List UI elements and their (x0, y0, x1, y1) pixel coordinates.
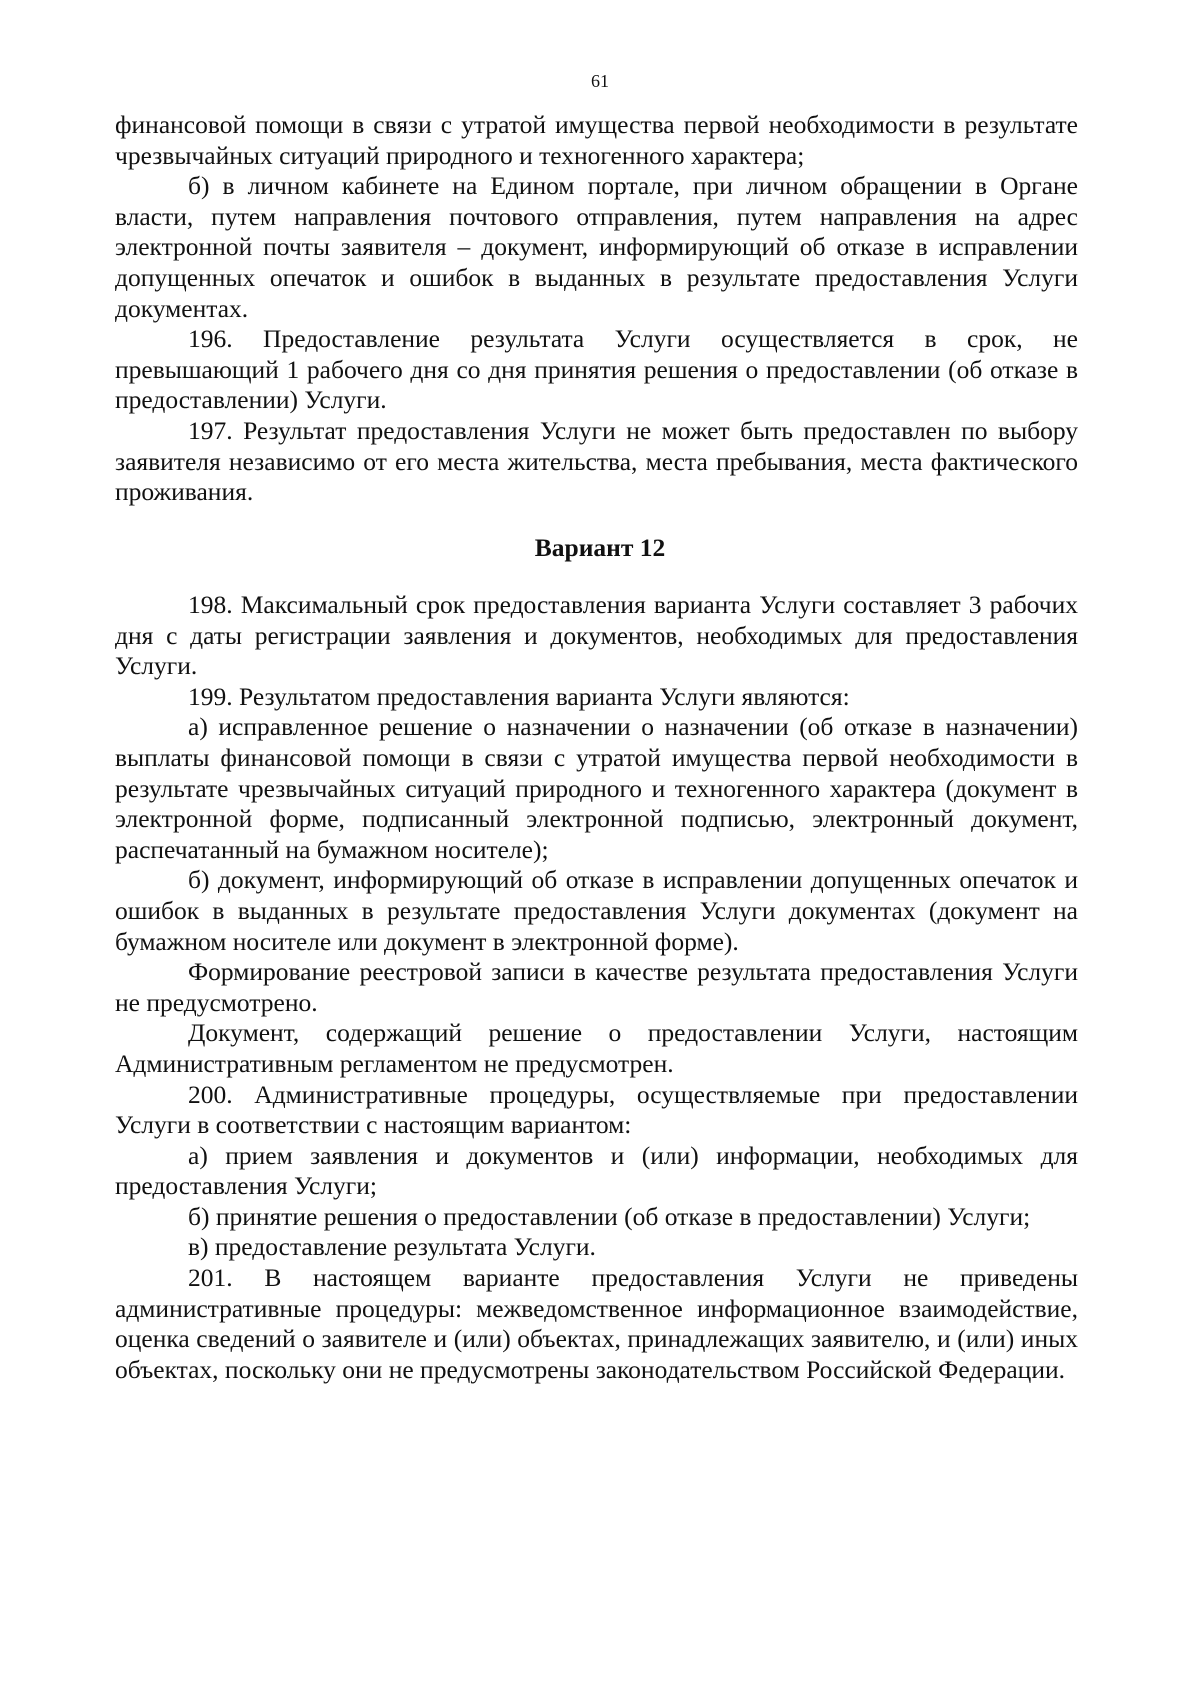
paragraph-199: 199. Результатом предоставления варианта Услуги являются: (188, 681, 850, 711)
section-heading: Вариант 12 (534, 533, 666, 562)
paragraph-201: 201. В настоящем варианте предоставления Услуги не приведены административные процедуры: межведомственное информационное взаимодействие, оценка сведений о заявителе и (или) объектах, принадлежащих заявителю, и (или) иных объектах, поскольку они не предусмотрены законодательством Российской Федерации. (115, 1263, 1078, 1384)
paragraph-200: 200. Административные процедуры, осуществляемые при предоставлении Услуги в соответствии с настоящим вариантом: (115, 1079, 1078, 1140)
paragraph-196: 196. Предоставление результата Услуги осуществляется в срок, не превышающий 1 рабочего дня со дня принятия решения о предоставлении (об отказе в предоставлении) Услуги. (115, 324, 1078, 415)
paragraph-registry-record: Формирование реестровой записи в качестве результата предоставления Услуги не предусмотрено. (115, 957, 1078, 1017)
paragraph-continuation: финансовой помощи в связи с утратой имущества первой необходимости в результате чрезвычайных ситуаций природного и техногенного характера; (115, 110, 1078, 170)
paragraph-198: 198. Максимальный срок предоставления варианта Услуги составляет 3 рабочих дня с даты регистрации заявления и документов, необходимых для предоставления Услуги. (115, 590, 1078, 681)
paragraph-197: 197. Результат предоставления Услуги не может быть предоставлен по выбору заявителя независимо от его места жительства, места пребывания, места фактического проживания. (115, 415, 1078, 507)
paragraph-200-v: в) предоставление результата Услуги. (188, 1232, 596, 1262)
paragraph-item-b: б) в личном кабинете на Едином портале, при личном обращении в Органе власти, путем направления почтового отправления, путем направления на адрес электронной почты заявителя – документ, информирующий об отказе в исправлении допущенных опечаток и ошибок в выданных в результате предоставления Услуги документах. (115, 171, 1078, 323)
paragraph-200-b: б) принятие решения о предоставлении (об отказе в предоставлении) Услуги; (188, 1201, 1031, 1231)
paragraph-200-a: а) прием заявления и документов и (или) информации, необходимых для предоставления Услуги; (115, 1140, 1078, 1201)
text-section-top (115, 110, 1078, 508)
paragraph-decision-document: Документ, содержащий решение о предоставлении Услуги, настоящим Административным регламентом не предусмотрен. (115, 1018, 1078, 1078)
paragraph-199-b: б) документ, информирующий об отказе в исправлении допущенных опечаток и ошибок в выданных в результате предоставления Услуги документах (документ на бумажном носителе или документ в электронной форме). (115, 865, 1078, 956)
page-number: 61 (591, 71, 609, 91)
text-section-variant (115, 590, 1078, 1385)
paragraph-199-a: а) исправленное решение о назначении о назначении (об отказе в назначении) выплаты финансовой помощи в связи с утратой имущества первой необходимости в результате чрезвычайных ситуаций природного и техногенного характера (документ в электронной форме, подписанный электронной подписью, электронный документ, распечатанный на бумажном носителе); (115, 712, 1078, 864)
